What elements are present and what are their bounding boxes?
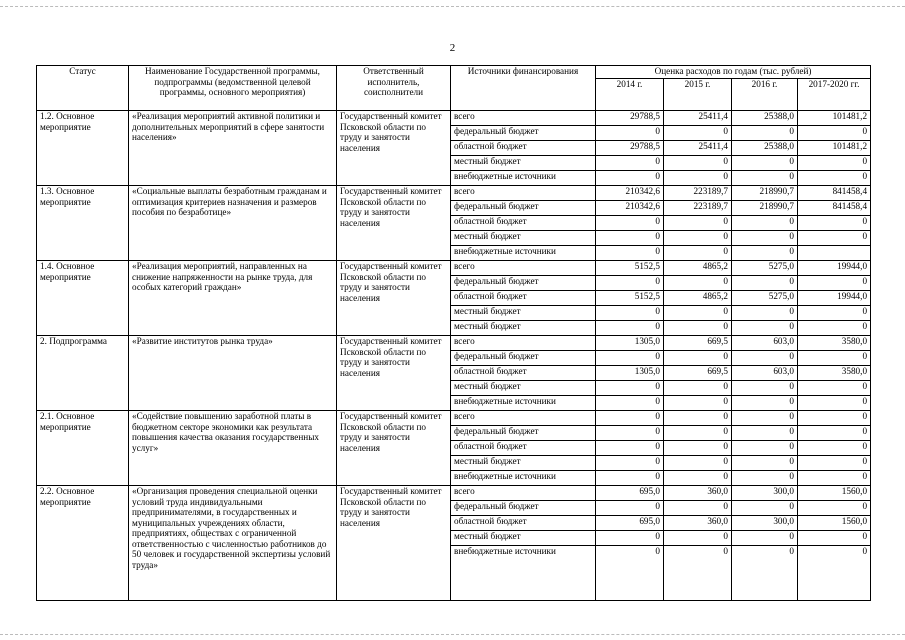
amount-cell: 0 (732, 456, 798, 471)
funding-source: федеральный бюджет (451, 201, 596, 216)
amount-cell: 0 (732, 216, 798, 231)
amount-cell: 5152,5 (596, 261, 664, 276)
amount-cell: 19944,0 (798, 291, 871, 306)
amount-cell: 0 (596, 441, 664, 456)
group-name: «Реализация мероприятий, направленных на снижение напряженности на рынке труда, для особых категорий граждан» (129, 261, 337, 336)
group-responsible: Государственный комитет Псковской области по труду и занятости населения (337, 186, 451, 261)
amount-cell: 0 (798, 546, 871, 601)
amount-cell: 0 (732, 231, 798, 246)
amount-cell: 19944,0 (798, 261, 871, 276)
amount-cell: 0 (596, 351, 664, 366)
header-year-2015: 2015 г. (664, 79, 732, 111)
group-status: 2. Подпрограмма (37, 336, 129, 411)
amount-cell: 25388,0 (732, 111, 798, 126)
amount-cell: 0 (664, 396, 732, 411)
group-name: «Содействие повышению заработной платы в бюджетном секторе экономики как результата повышения качества оказания государственных услуг» (129, 411, 337, 486)
funding-source: федеральный бюджет (451, 126, 596, 141)
amount-cell: 360,0 (664, 516, 732, 531)
header-year-2017-2020: 2017-2020 гг. (798, 79, 871, 111)
amount-cell: 0 (798, 231, 871, 246)
amount-cell: 0 (664, 351, 732, 366)
amount-cell: 841458,4 (798, 201, 871, 216)
header-responsible: Ответственный исполнитель, соисполнители (337, 66, 451, 111)
amount-cell: 603,0 (732, 366, 798, 381)
amount-cell: 0 (664, 321, 732, 336)
amount-cell: 0 (596, 456, 664, 471)
amount-cell: 0 (732, 126, 798, 141)
amount-cell: 3580,0 (798, 336, 871, 351)
amount-cell: 0 (596, 156, 664, 171)
funding-source: внебюджетные источники (451, 471, 596, 486)
amount-cell: 300,0 (732, 516, 798, 531)
group-status: 2.2. Основное мероприятие (37, 486, 129, 601)
amount-cell: 0 (664, 231, 732, 246)
amount-cell: 0 (798, 531, 871, 546)
amount-cell: 0 (596, 396, 664, 411)
amount-cell: 0 (596, 411, 664, 426)
amount-cell: 0 (664, 441, 732, 456)
amount-cell: 0 (596, 501, 664, 516)
funding-source: местный бюджет (451, 156, 596, 171)
funding-source: внебюджетные источники (451, 246, 596, 261)
funding-source: областной бюджет (451, 141, 596, 156)
amount-cell: 669,5 (664, 366, 732, 381)
amount-cell: 0 (664, 546, 732, 601)
amount-cell: 0 (664, 216, 732, 231)
amount-cell: 0 (596, 546, 664, 601)
amount-cell: 0 (798, 276, 871, 291)
group-status: 1.2. Основное мероприятие (37, 111, 129, 186)
amount-cell: 0 (798, 396, 871, 411)
amount-cell (798, 246, 871, 261)
amount-cell: 0 (732, 471, 798, 486)
header-year-2016: 2016 г. (732, 79, 798, 111)
amount-cell: 0 (798, 501, 871, 516)
group-status: 2.1. Основное мероприятие (37, 411, 129, 486)
amount-cell: 5152,5 (596, 291, 664, 306)
amount-cell: 0 (732, 246, 798, 261)
group-responsible: Государственный комитет Псковской области по труду и занятости населения (337, 486, 451, 601)
amount-cell: 0 (596, 471, 664, 486)
amount-cell: 0 (596, 381, 664, 396)
funding-source: всего (451, 111, 596, 126)
amount-cell: 3580,0 (798, 366, 871, 381)
amount-cell: 0 (732, 351, 798, 366)
header-row-1 (37, 66, 871, 79)
group-responsible: Государственный комитет Псковской области по труду и занятости населения (337, 411, 451, 486)
amount-cell: 1560,0 (798, 516, 871, 531)
funding-source: всего (451, 486, 596, 501)
amount-cell: 29788,5 (596, 111, 664, 126)
budget-table-body (37, 111, 871, 601)
amount-cell: 0 (596, 531, 664, 546)
table-row (37, 411, 871, 426)
amount-cell: 0 (798, 456, 871, 471)
amount-cell: 0 (596, 246, 664, 261)
amount-cell: 223189,7 (664, 186, 732, 201)
funding-source: федеральный бюджет (451, 426, 596, 441)
group-name: «Реализация мероприятий активной политики и дополнительных мероприятий в сфере занятости населения» (129, 111, 337, 186)
amount-cell: 0 (798, 381, 871, 396)
amount-cell: 695,0 (596, 486, 664, 501)
scan-edge-top (0, 6, 905, 7)
amount-cell: 0 (798, 216, 871, 231)
amount-cell: 0 (596, 126, 664, 141)
table-row (37, 111, 871, 126)
amount-cell: 0 (664, 426, 732, 441)
funding-source: местный бюджет (451, 456, 596, 471)
amount-cell: 0 (664, 156, 732, 171)
funding-source: областной бюджет (451, 366, 596, 381)
amount-cell: 0 (664, 531, 732, 546)
amount-cell: 669,5 (664, 336, 732, 351)
amount-cell: 0 (596, 231, 664, 246)
funding-source: местный бюджет (451, 381, 596, 396)
amount-cell: 0 (664, 306, 732, 321)
amount-cell: 0 (596, 321, 664, 336)
group-name: «Организация проведения специальной оценки условий труда индивидуальными предпринимателями, в государственных и муниципальных учреждениях области, предприятиях, обществах с ограниченной ответственностью с численностью работников до 50 человек и государственной экспертизы условий труда» (129, 486, 337, 601)
amount-cell: 0 (732, 411, 798, 426)
amount-cell: 0 (732, 441, 798, 456)
amount-cell: 4865,2 (664, 291, 732, 306)
amount-cell: 0 (664, 381, 732, 396)
amount-cell: 1305,0 (596, 366, 664, 381)
funding-source: местный бюджет (451, 531, 596, 546)
funding-source: внебюджетные источники (451, 396, 596, 411)
table-row (37, 186, 871, 201)
table-row (37, 486, 871, 501)
amount-cell: 101481,2 (798, 111, 871, 126)
funding-source: внебюджетные источники (451, 171, 596, 186)
table-row (37, 261, 871, 276)
group-status: 1.4. Основное мероприятие (37, 261, 129, 336)
funding-source: всего (451, 336, 596, 351)
amount-cell: 0 (732, 546, 798, 601)
amount-cell: 0 (732, 306, 798, 321)
amount-cell: 0 (596, 216, 664, 231)
page-number: 2 (449, 42, 456, 54)
amount-cell: 210342,6 (596, 201, 664, 216)
amount-cell: 0 (798, 156, 871, 171)
amount-cell: 0 (664, 456, 732, 471)
amount-cell: 0 (596, 426, 664, 441)
group-status: 1.3. Основное мероприятие (37, 186, 129, 261)
funding-source: внебюджетные источники (451, 546, 596, 601)
amount-cell: 210342,6 (596, 186, 664, 201)
amount-cell: 0 (732, 321, 798, 336)
amount-cell: 841458,4 (798, 186, 871, 201)
header-sources: Источники финансирования (451, 66, 596, 111)
amount-cell: 0 (664, 411, 732, 426)
amount-cell: 5275,0 (732, 291, 798, 306)
group-responsible: Государственный комитет Псковской области по труду и занятости населения (337, 336, 451, 411)
amount-cell: 0 (596, 306, 664, 321)
amount-cell: 0 (732, 381, 798, 396)
amount-cell: 0 (798, 426, 871, 441)
amount-cell: 0 (732, 171, 798, 186)
funding-source: всего (451, 261, 596, 276)
funding-source: всего (451, 411, 596, 426)
amount-cell: 0 (798, 471, 871, 486)
amount-cell: 0 (596, 276, 664, 291)
amount-cell: 0 (732, 426, 798, 441)
amount-cell: 0 (664, 171, 732, 186)
funding-source: федеральный бюджет (451, 501, 596, 516)
amount-cell: 0 (664, 471, 732, 486)
amount-cell: 218990,7 (732, 186, 798, 201)
amount-cell: 218990,7 (732, 201, 798, 216)
amount-cell: 0 (798, 351, 871, 366)
amount-cell: 603,0 (732, 336, 798, 351)
amount-cell: 101481,2 (798, 141, 871, 156)
amount-cell: 0 (732, 501, 798, 516)
amount-cell: 0 (664, 501, 732, 516)
funding-source: федеральный бюджет (451, 276, 596, 291)
group-name: «Социальные выплаты безработным гражданам и оптимизация критериев назначения и размеров пособия по безработице» (129, 186, 337, 261)
amount-cell: 695,0 (596, 516, 664, 531)
amount-cell: 1305,0 (596, 336, 664, 351)
amount-cell: 0 (732, 531, 798, 546)
funding-source: федеральный бюджет (451, 351, 596, 366)
amount-cell: 0 (732, 156, 798, 171)
amount-cell: 1560,0 (798, 486, 871, 501)
amount-cell: 0 (798, 321, 871, 336)
amount-cell: 0 (664, 276, 732, 291)
header-year-2014: 2014 г. (596, 79, 664, 111)
amount-cell: 0 (798, 126, 871, 141)
amount-cell: 300,0 (732, 486, 798, 501)
amount-cell: 0 (596, 171, 664, 186)
amount-cell: 0 (732, 276, 798, 291)
amount-cell: 25411,4 (664, 141, 732, 156)
amount-cell: 0 (732, 396, 798, 411)
amount-cell: 0 (798, 171, 871, 186)
funding-source: областной бюджет (451, 291, 596, 306)
amount-cell: 0 (798, 411, 871, 426)
table-row (37, 336, 871, 351)
funding-source: областной бюджет (451, 516, 596, 531)
amount-cell: 25411,4 (664, 111, 732, 126)
funding-source: всего (451, 186, 596, 201)
header-estimate: Оценка расходов по годам (тыс. рублей) (596, 66, 871, 79)
funding-source: местный бюджет (451, 321, 596, 336)
group-responsible: Государственный комитет Псковской области по труду и занятости населения (337, 261, 451, 336)
amount-cell: 0 (664, 246, 732, 261)
amount-cell: 29788,5 (596, 141, 664, 156)
amount-cell: 0 (798, 441, 871, 456)
funding-source: местный бюджет (451, 306, 596, 321)
funding-source: областной бюджет (451, 441, 596, 456)
amount-cell: 25388,0 (732, 141, 798, 156)
funding-source: областной бюджет (451, 216, 596, 231)
header-status: Статус (37, 66, 129, 111)
header-name: Наименование Государственной программы, подпрограммы (ведомственной целевой программы, основного мероприятия) (129, 66, 337, 111)
amount-cell: 5275,0 (732, 261, 798, 276)
budget-table (36, 65, 871, 601)
group-responsible: Государственный комитет Псковской области по труду и занятости населения (337, 111, 451, 186)
amount-cell: 223189,7 (664, 201, 732, 216)
scan-edge-bottom (0, 634, 905, 635)
amount-cell: 0 (664, 126, 732, 141)
group-name: «Развитие институтов рынка труда» (129, 336, 337, 411)
amount-cell: 4865,2 (664, 261, 732, 276)
amount-cell: 0 (798, 306, 871, 321)
funding-source: местный бюджет (451, 231, 596, 246)
amount-cell: 360,0 (664, 486, 732, 501)
